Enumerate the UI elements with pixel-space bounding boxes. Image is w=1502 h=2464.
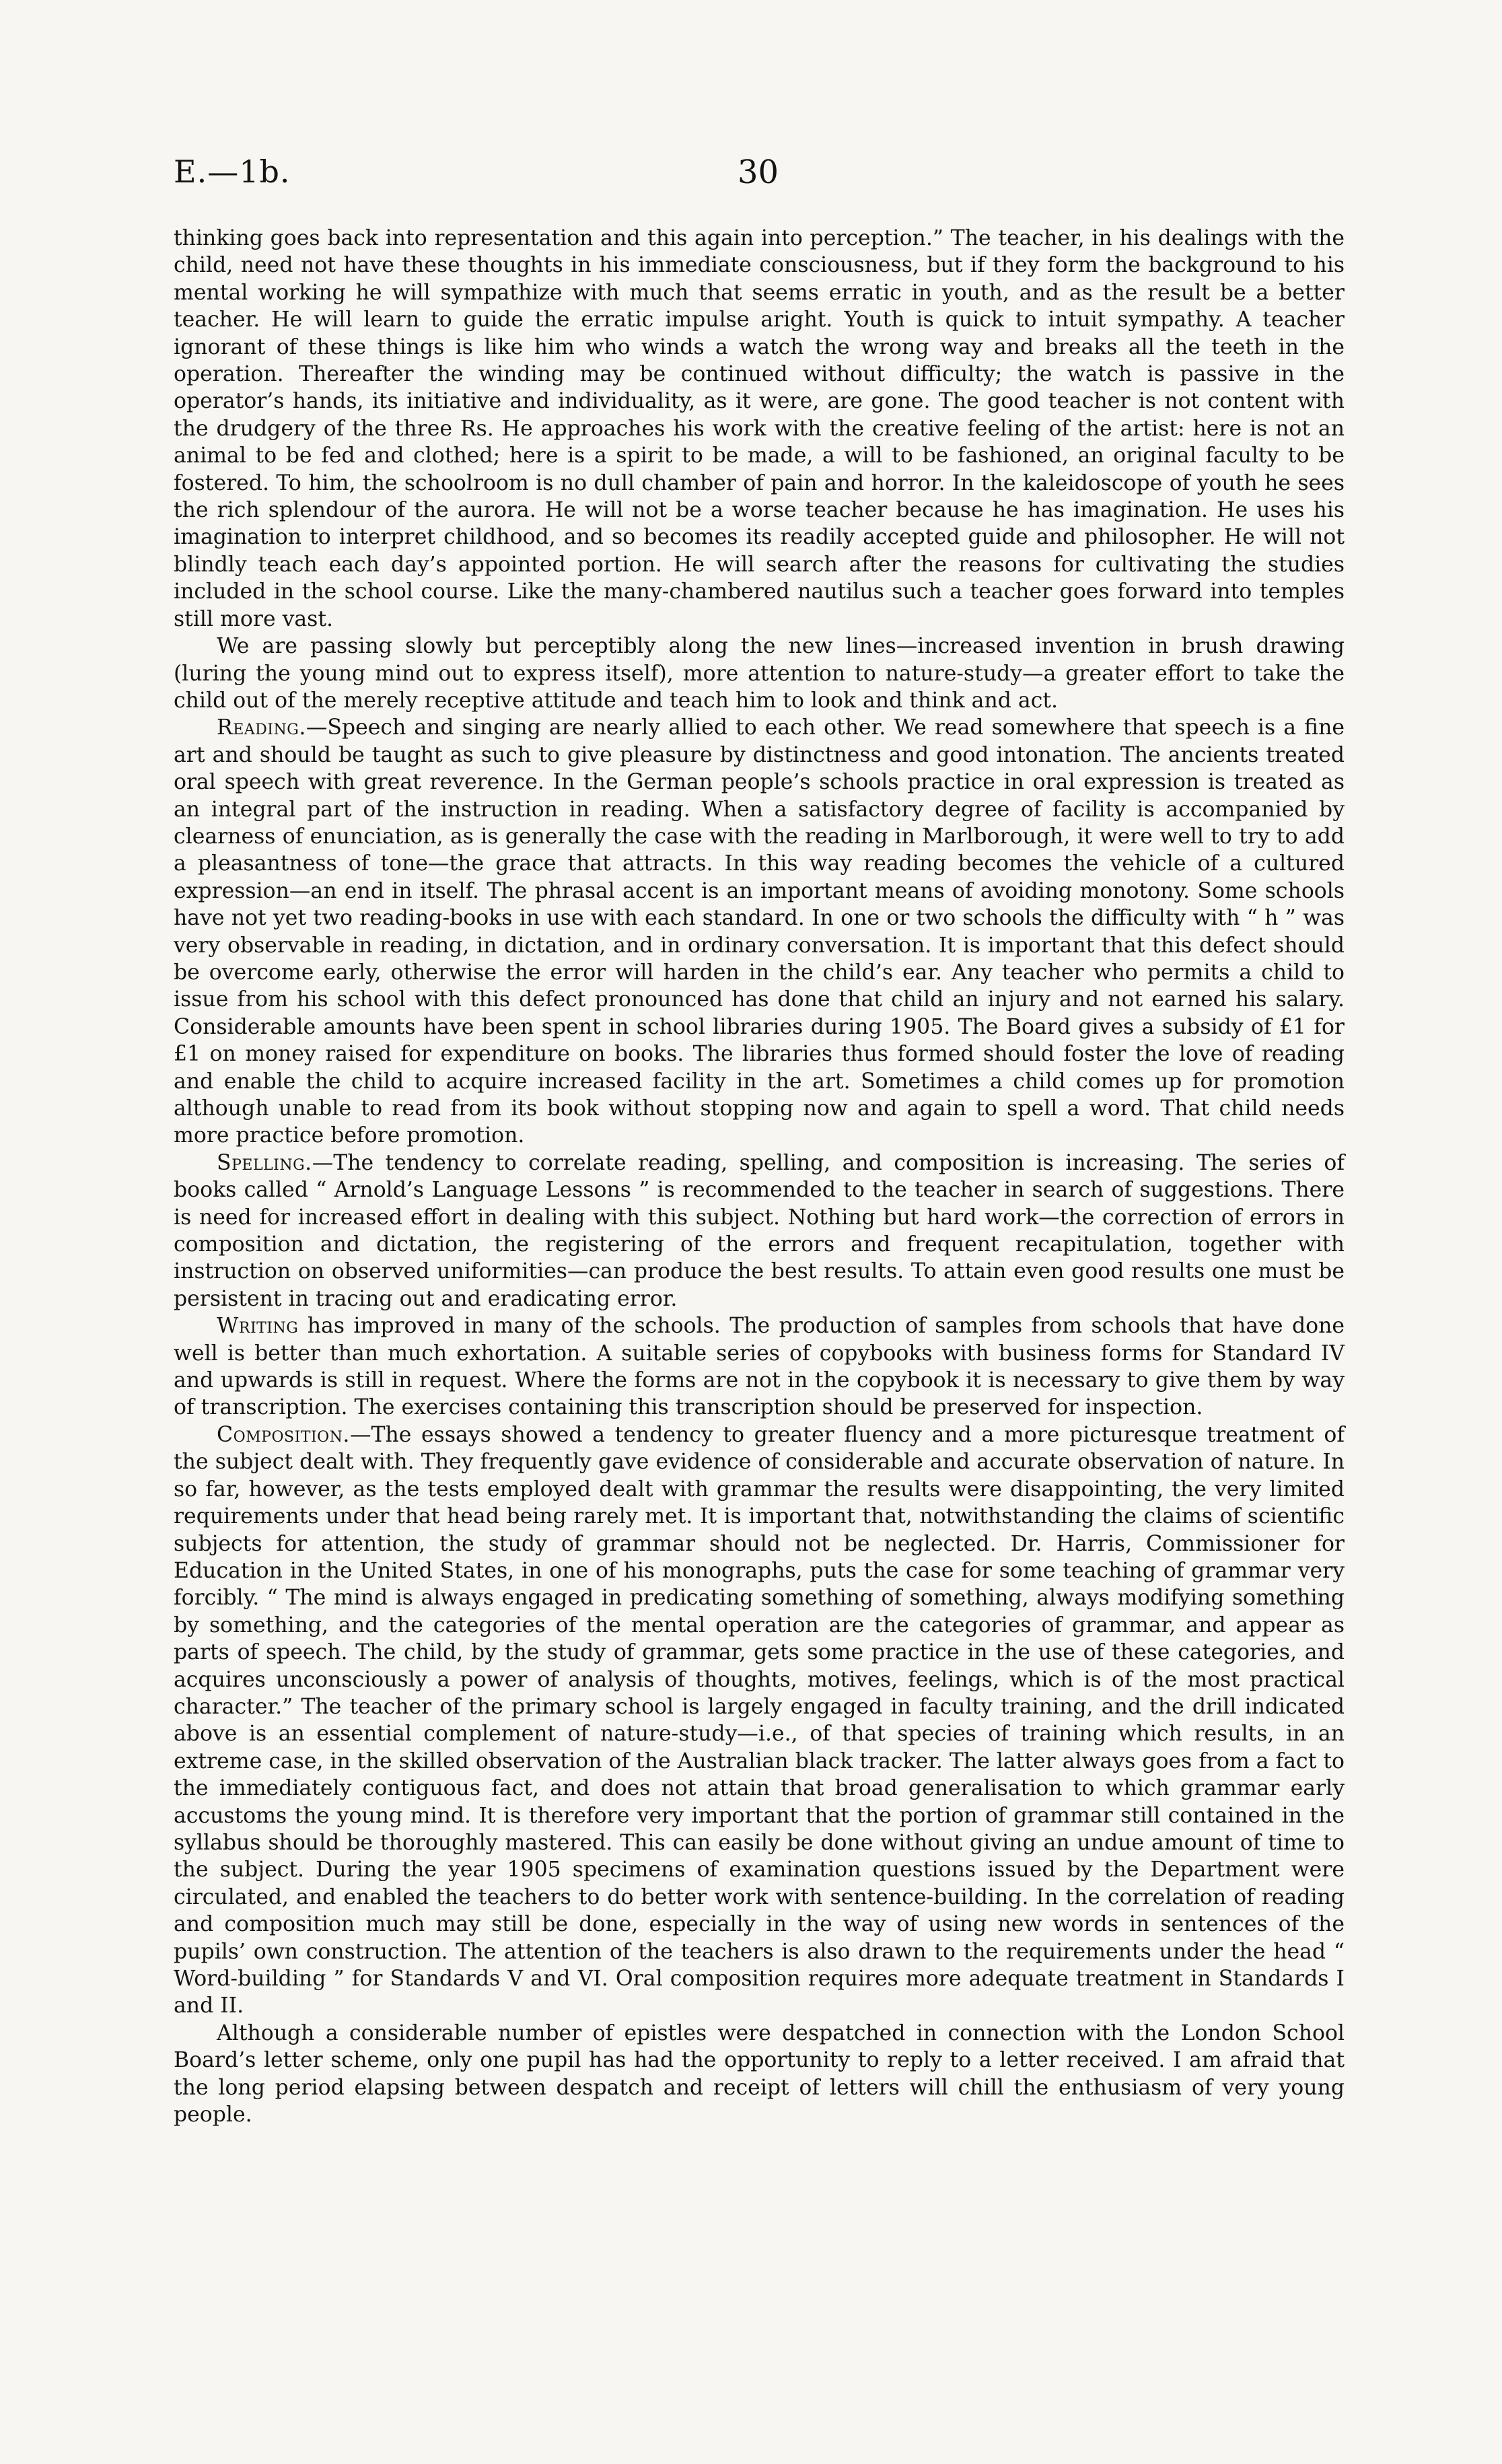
paragraph-text: —Speech and singing are nearly allied to each other. We read somewhere that speech is a fine art and should be taught as such to give pleasure by distinctness and good intonation. The ancients treated oral speech with great reverence. In the German people’s schools practice in oral expression is treated as an integral part of the instruction in reading. When a satisfactory degree of facility is accompanied by clearness of enunciation, as is generally the case with the reading in Marlborough, it were well to try to add a pleasantness of tone—the grace that attracts. In this way reading becomes the vehicle of a cultured expression—an end in itself. The phrasal accent is an important means of avoiding monotony. Some schools have not yet two reading-books in use with each standard. In one or two schools the difficulty with “ h ” was very observable in reading, in dictation, and in ordinary conversation. It is important that this defect should be overcome early, otherwise the error will harden in the child’s ear. Any teacher who permits a child to issue from his school with this defect pronounced has done that child an injury and not earned his salary. Considerable amounts have been spent in school libraries during 1905. The Board gives a subsidy of £1 for £1 on money raised for expenditure on books. The libraries thus formed should foster the love of reading and enable the child to acquire increased facility in the art. Sometimes a child comes up for promotion although unable to read from its book without stopping now and again to spell a word. That child needs more practice before promotion.: [174, 715, 1345, 1148]
section-heading-composition: Composition.: [217, 1422, 350, 1447]
paragraph-letter-scheme: [174, 2020, 1345, 2129]
section-heading-writing: Writing: [217, 1314, 299, 1339]
paragraph-spelling: [174, 1150, 1345, 1312]
paragraph-text: —The tendency to correlate reading, spelling, and composition is increasing. The series of books called “ Arnold’s Language Lessons ” is recommended to the teacher in search of suggestions. There is need for increased effort in dealing with this subject. Nothing but hard work—the correction of errors in composition and dictation, the registering of the errors and frequent recapitulation, together with instruction on observed uniformities—can produce the best results. To attain even good results one must be persistent in tracing out and eradicating error.: [174, 1150, 1345, 1311]
paragraph-text: —The essays showed a tendency to greater fluency and a more picturesque treatment of the subject dealt with. They frequently gave evidence of considerable and accurate observation of nature. In so far, however, as the tests employed dealt with grammar the results were disappointing, the very limited requirements under that head being rarely met. It is important that, notwithstanding the claims of scientific subjects for attention, the study of grammar should not be neglected. Dr. Harris, Commissioner for Education in the United States, in one of his monographs, puts the case for some teaching of grammar very forcibly. “ The mind is always engaged in predicating something of something, always modifying something by something, and the categories of the mental operation are the categories of grammar, and appear as parts of speech. The child, by the study of grammar, gets some practice in the use of these categories, and acquires unconsciously a power of analysis of thoughts, motives, feelings, which is of the most practical character.” The teacher of the primary school is largely engaged in faculty training, and the drill indicated above is an essential complement of nature-study—i.e., of that species of training which results, in an extreme case, in the skilled observation of the Australian black tracker. The latter always goes from a fact to the immediately contiguous fact, and does not attain that broad generalisation to which grammar early accustoms the young mind. It is therefore very important that the portion of grammar still contained in the syllabus should be thoroughly mastered. This can easily be done without giving an undue amount of time to the subject. During the year 1905 specimens of examination questions issued by the Department were circulated, and enabled the teachers to do better work with sentence-building. In the correlation of reading and composition much may still be done, especially in the way of using new words in sentences of the pupils’ own construction. The attention of the teachers is also drawn to the requirements under the head “ Word-building ” for Standards V and VI. Oral composition requires more adequate treatment in Standards I and II.: [174, 1422, 1345, 2018]
report-body: [174, 225, 1345, 2128]
paragraph-writing: [174, 1312, 1345, 1421]
paragraph-text: Although a considerable number of epistles were despatched in connection with the London School Board’s letter scheme, only one pupil has had the opportunity to reply to a letter received. I am afraid that the long period elapsing between despatch and receipt of letters will chill the enthusiasm of very young people.: [174, 2020, 1345, 2127]
paragraph-teacher-imagination: [174, 225, 1345, 633]
paragraph-text: has improved in many of the schools. The production of samples from schools that have done well is better than much exhortation. A suitable series of copybooks with business forms for Standard IV and upwards is still in request. Where the forms are not in the copybook it is necessary to give them by way of transcription. The exercises containing this transcription should be preserved for inspection.: [174, 1314, 1345, 1420]
section-heading-reading: Reading.: [217, 715, 306, 740]
paragraph-text: We are passing slowly but perceptibly along the new lines—increased invention in brush drawing (luring the young mind out to express itself), more attention to nature-study—a greater effort to take the child out of the merely receptive attitude and teach him to look and think and act.: [174, 634, 1345, 713]
section-heading-spelling: Spelling.: [217, 1150, 312, 1175]
paragraph-reading: [174, 714, 1345, 1150]
page-header: [174, 153, 1338, 201]
paragraph-composition: [174, 1421, 1345, 2020]
document-reference: E.—1b.: [174, 153, 291, 190]
paragraph-new-lines: [174, 633, 1345, 714]
paragraph-text: thinking goes back into representation and this again into perception.” The teacher, in his dealings with the child, need not have these thoughts in his immediate consciousness, but if they form the background to his mental working he will sympathize with much that seems erratic in youth, and as the result be a better teacher. He will learn to guide the erratic impulse aright. Youth is quick to intuit sympathy. A teacher ignorant of these things is like him who winds a watch the wrong way and breaks all the teeth in the operation. Thereafter the winding may be continued without difficulty; the watch is passive in the operator’s hands, its initiative and individuality, as it were, are gone. The good teacher is not content with the drudgery of the three Rs. He approaches his work with the creative feeling of the artist: here is not an animal to be fed and clothed; here is a spirit to be made, a will to be fashioned, an original faculty to be fostered. To him, the schoolroom is no dull chamber of pain and horror. In the kaleidoscope of youth he sees the rich splendour of the aurora. He will not be a worse teacher because he has imagination. He uses his imagination to interpret childhood, and so becomes its readily accepted guide and philosopher. He will not blindly teach each day’s appointed portion. He will search after the reasons for cultivating the studies included in the school course. Like the many-chambered nautilus such a teacher goes forward into temples still more vast.: [174, 226, 1345, 631]
page-number: 30: [738, 153, 779, 191]
